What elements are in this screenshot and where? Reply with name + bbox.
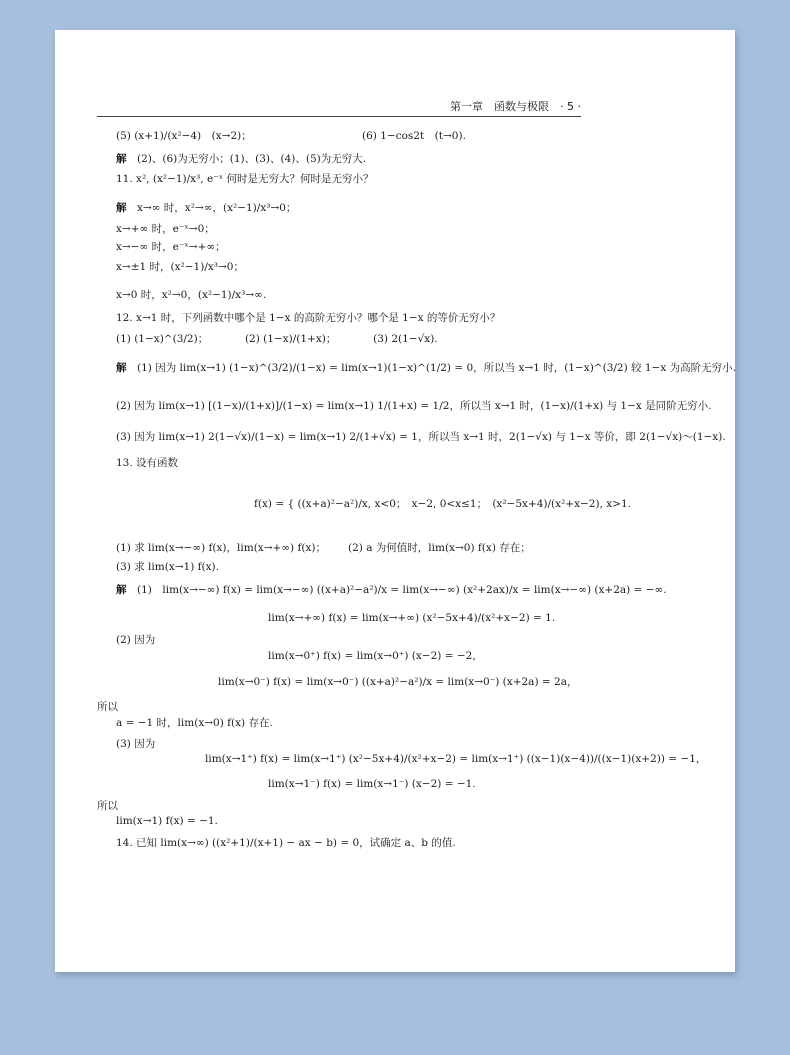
text-line: (2) 因为 [116,634,156,646]
text-line: x→0 时，x²→0，(x²−1)/x³→∞. [116,289,267,301]
page-header: 第一章 函数与极限 · 5 · [97,98,581,117]
text-line: 解 (1) 因为 lim(x→1) (1−x)^(3/2)/(1−x) = lim(x→1)(1−x)^(1/2) = 0，所以当 x→1 时，(1−x)^(3/2) 较 1−x 为高阶无穷小. [116,362,736,374]
text-line: (2) a 为何值时，lim(x→0) f(x) 存在； [348,542,531,554]
text-line: lim(x→1⁺) f(x) = lim(x→1⁺) (x²−5x+4)/(x²+x−2) = lim(x→1⁺) ((x−1)(x−4))/((x−1)(x+2)) = −1， [205,753,707,765]
text-line: 13. 设有函数 [116,457,179,469]
text-line: f(x) = { ((x+a)²−a²)/x, x<0； x−2, 0<x≤1； (x²−5x+4)/(x²+x−2), x>1. [254,498,631,510]
text-line: x→+∞ 时，e⁻ˣ→0； [116,223,215,235]
text-line: lim(x→1) f(x) = −1. [116,815,218,827]
text-line: 所以 [97,800,118,812]
text-line: lim(x→1⁻) f(x) = lim(x→1⁻) (x−2) = −1. [268,778,476,790]
text-line: 解 x→∞ 时，x²→∞，(x²−1)/x³→0； [116,202,297,214]
text-line: lim(x→+∞) f(x) = lim(x→+∞) (x²−5x+4)/(x²+x−2) = 1. [268,612,556,624]
text-line: a = −1 时，lim(x→0) f(x) 存在. [116,717,273,729]
text-line: (2) 因为 lim(x→1) [(1−x)/(1+x)]/(1−x) = lim(x→1) 1/(1+x) = 1/2，所以当 x→1 时，(1−x)/(1+x) 与 1−x 是同阶无穷小. [116,400,712,412]
text-line: (3) 求 lim(x→1) f(x). [116,561,219,573]
text-line: 解 (1) lim(x→−∞) f(x) = lim(x→−∞) ((x+a)²−a²)/x = lim(x→−∞) (x²+2ax)/x = lim(x→−∞) (x+2a) = −∞. [116,584,667,596]
text-line: (3) 因为 [116,738,156,750]
text-line: 所以 [97,701,118,713]
text-line: lim(x→0⁻) f(x) = lim(x→0⁻) ((x+a)²−a²)/x = lim(x→0⁻) (x+2a) = 2a， [218,676,578,688]
text-line: 解 (2)、(6)为无穷小；(1)、(3)、(4)、(5)为无穷大. [116,153,367,165]
text-line: x→±1 时，(x²−1)/x³→0； [116,261,244,273]
text-line: lim(x→0⁺) f(x) = lim(x→0⁺) (x−2) = −2， [268,650,483,662]
text-line: 12. x→1 时，下列函数中哪个是 1−x 的高阶无穷小？哪个是 1−x 的等价无穷小？ [116,312,501,324]
text-line: (1) 求 lim(x→−∞) f(x)，lim(x→+∞) f(x)； [116,542,326,554]
text-line: x→−∞ 时，e⁻ˣ→+∞； [116,241,226,253]
text-line: 14. 已知 lim(x→∞) ((x²+1)/(x+1) − ax − b) = 0，试确定 a、b 的值. [116,837,456,849]
text-line: 11. x², (x²−1)/x³, e⁻ˣ 何时是无穷大？何时是无穷小？ [116,173,374,185]
text-line: (3) 因为 lim(x→1) 2(1−√x)/(1−x) = lim(x→1) 2/(1+√x) = 1，所以当 x→1 时，2(1−√x) 与 1−x 等价，即 2(1−√x)～(1−x). [116,431,726,443]
text-line: (5) (x+1)/(x²−4) (x→2)； [116,130,252,142]
text-line: (6) 1−cos2t (t→0). [362,130,466,142]
text-line: (1) (1−x)^(3/2)； (2) (1−x)/(1+x)； (3) 2(1−√x). [116,333,438,345]
